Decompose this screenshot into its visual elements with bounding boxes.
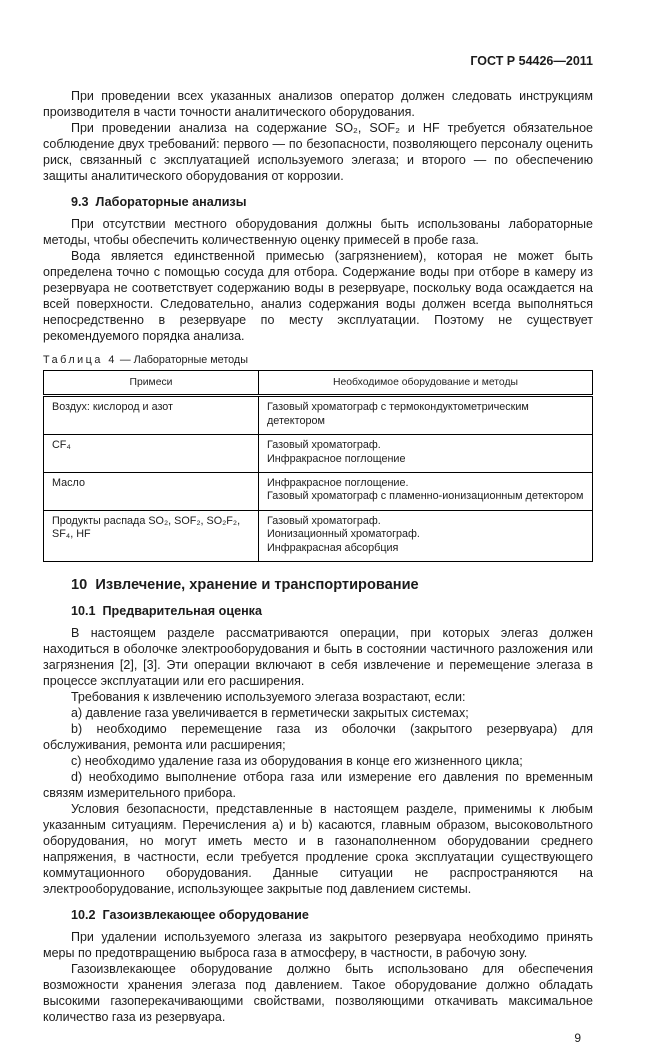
method-line: Ионизационный хроматограф. xyxy=(267,528,420,541)
method-line: Газовый хроматограф. xyxy=(267,514,381,527)
page-number: 9 xyxy=(574,1031,581,1045)
section-10-1-heading: 10.1 Предварительная оценка xyxy=(71,604,262,619)
paragraph-9-3-2: Вода является единственной примесью (загрязнением), которая не может быть определена точно с помощью сосуда для отбора. Содержание воды при отборе в камеру из резервуара не соответствует содержанию воды в резервуаре, поскольку вода осаждается на всей поверхности. Следовательно, анализ содержания воды должен всегда выполняться непосредственно в резервуаре по месту эксплуатации. Поэтому не существует рекомендуемого порядка анализа. xyxy=(43,249,593,343)
table-row xyxy=(44,396,593,435)
method-line: Газовый хроматограф с термокондуктометрическим детектором xyxy=(267,401,529,427)
document-code-header: ГОСТ Р 54426—2011 xyxy=(470,54,593,68)
table-caption-title: — Лабораторные методы xyxy=(119,354,248,366)
impurity-cell: Продукты распада SO₂, SOF₂, SO₂F₂, SF₄, HF xyxy=(44,510,259,561)
paragraph-intro-1: При проведении всех указанных анализов оператор должен следовать инструкциям производителя в части точности аналитического оборудования. xyxy=(43,89,593,119)
paragraph-10-1-1: В настоящем разделе рассматриваются операции, при которых элегаз должен находиться в оболочке электрооборудования и быть в состоянии частичного разложения или загрязнения [2], [3]. Эти операции включают в себя извлечение и перемещение элегаза в процессе эксплуатации или его расширения. xyxy=(43,626,593,689)
table-row xyxy=(44,473,593,511)
methods-cell xyxy=(259,473,593,511)
impurity-cell: Масло xyxy=(44,473,259,511)
table-caption xyxy=(43,354,593,366)
paragraph-10-2-2: Газоизвлекающее оборудование должно быть использовано для обеспечения возможности хранения элегаза под давлением. Такое оборудование должно обладать высокими газоперекачивающими свойствами, позволяющими откачивать максимальное количество газа из резервуара. xyxy=(43,962,593,1025)
impurity-cell: CF₄ xyxy=(44,435,259,473)
lab-methods-table xyxy=(43,370,593,562)
list-item-d: d) необходимо выполнение отбора газа или измерение его давления по временным связям измерительного прибора. xyxy=(43,770,593,801)
table-row xyxy=(44,510,593,561)
methods-cell xyxy=(259,510,593,561)
table-header-row xyxy=(44,371,593,396)
paragraph-10-2-1: При удалении используемого элегаза из закрытого резервуара необходимо принять меры по предотвращению выброса газа в атмосферу, в частности, в рабочую зону. xyxy=(43,930,593,961)
paragraph-10-1-closing: Условия безопасности, представленные в настоящем разделе, применимы к любым указанным ситуациям. Перечисления a) и b) касаются, главным образом, высоковольтного оборудования, но могут иметь место и в газонаполненном оборудовании среднего напряжения, в частности, если требуется продление срока эксплуатации существующего коммутационного оборудования. Данные ситуации не распространяются на электрооборудование, использующее закрытые под давлением системы. xyxy=(43,802,593,897)
table-header-equipment: Необходимое оборудование и методы xyxy=(259,371,593,396)
method-line: Газовый хроматограф с пламенно-ионизационным детектором xyxy=(267,490,584,503)
method-line: Инфракрасная абсорбция xyxy=(267,541,399,554)
list-intro: Требования к извлечению используемого элегаза возрастают, если: xyxy=(71,690,466,705)
list-item-b: b) необходимо перемещение газа из оболочки (закрытого резервуара) для обслуживания, ремонта или расширения; xyxy=(43,722,593,753)
section-9-3-heading: 9.3 Лабораторные анализы xyxy=(71,195,247,209)
list-item-c: c) необходимо удаление газа из оборудования в конце его жизненного цикла; xyxy=(71,754,523,769)
methods-cell xyxy=(259,435,593,473)
method-line: Газовый хроматограф. xyxy=(267,439,381,452)
table-caption-label: Таблица 4 xyxy=(43,354,117,366)
list-item-a: a) давление газа увеличивается в герметически закрытых системах; xyxy=(71,706,469,721)
section-10-heading: 10 Извлечение, хранение и транспортирование xyxy=(71,577,419,594)
section-10-2-heading: 10.2 Газоизвлекающее оборудование xyxy=(71,908,309,923)
paragraph-9-3-1: При отсутствии местного оборудования должны быть использованы лабораторные методы, чтобы обеспечить количественную оценку примесей в пробе газа. xyxy=(43,217,593,247)
table-header-impurities: Примеси xyxy=(44,371,259,396)
paragraph-intro-2: При проведении анализа на содержание SO₂, SOF₂ и HF требуется обязательное соблюдение двух требований: первого — по безопасности, позволяющего персоналу оценить риск, связанный с эксплуатацией используемого элегаза; и второго — по обеспечению защиты аналитического оборудования от коррозии. xyxy=(43,121,593,183)
method-line: Инфракрасное поглощение. xyxy=(267,477,409,490)
method-line: Инфракрасное поглощение xyxy=(267,452,406,465)
impurity-cell: Воздух: кислород и азот xyxy=(44,396,259,435)
table-row xyxy=(44,435,593,473)
methods-cell xyxy=(259,396,593,435)
